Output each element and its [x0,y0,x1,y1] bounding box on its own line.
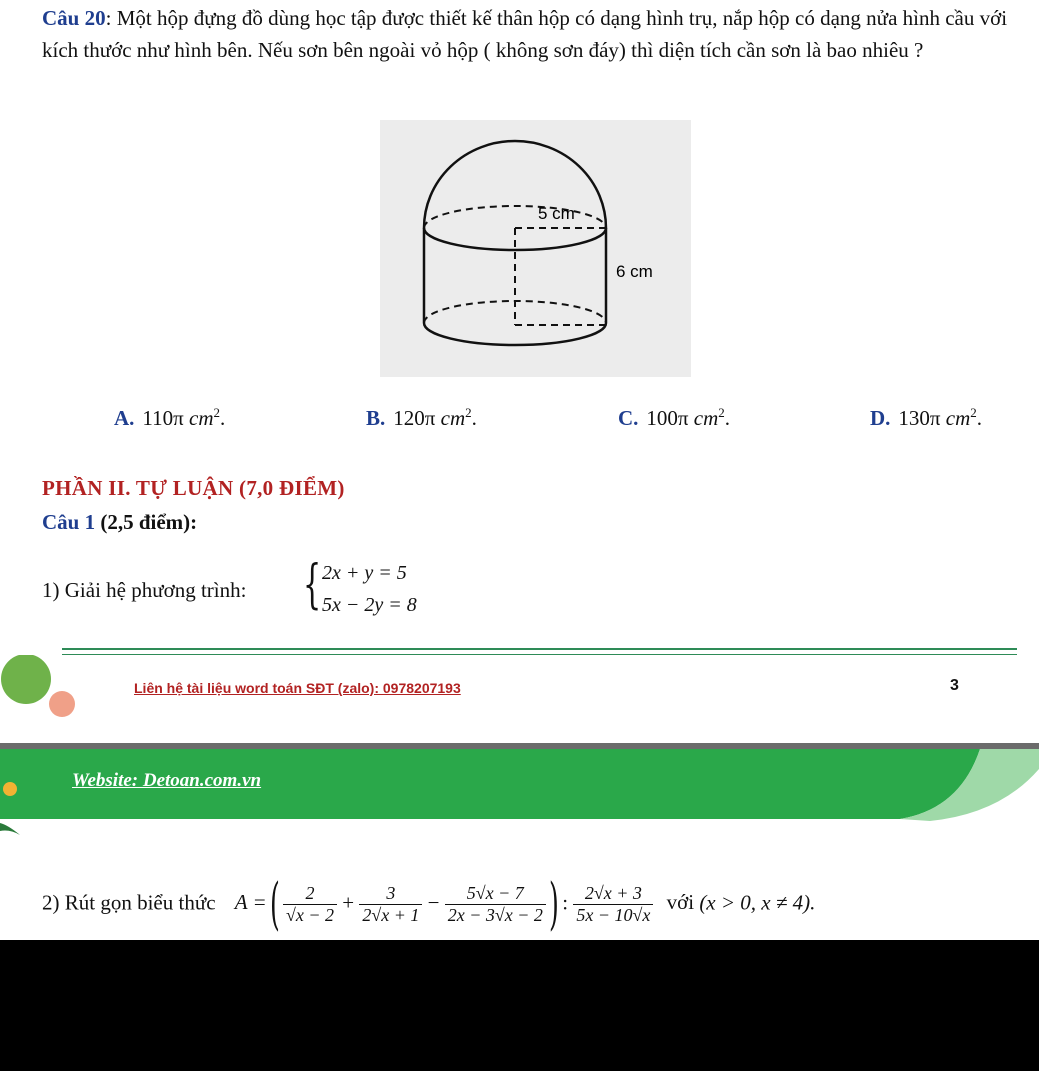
figure-drawing [380,120,691,377]
option-a-label: A. [114,406,135,430]
option-b: B. 120π $cm^2$. [366,405,477,430]
question-1-label: Câu 1 [42,510,96,534]
fraction-3 [445,883,546,926]
fraction-3-den: 2x − 3√x − 2 [447,905,543,925]
task-1-text: 1) Giải hệ phương trình: [42,578,247,602]
option-b-unit: cm [440,406,466,430]
footer-decoration [0,655,90,720]
question-20-label: Câu 20 [42,6,106,30]
fraction-2-den: 2√x + 1 [362,905,420,925]
option-d-unit: cm [945,406,971,430]
website-link[interactable]: Website: Detoan.com.vn [72,770,262,791]
option-c-value: 100π [646,406,689,430]
option-a: A. 110π $cm^2$. [114,405,226,430]
fraction-1 [283,883,337,926]
left-paren: ( [269,872,280,937]
flower-icon [3,782,17,796]
page-number: 3 [950,677,959,694]
colon-sign: : [562,890,569,915]
option-a-unit: cm [189,406,214,430]
option-b-label: B. [366,406,386,430]
option-c-unit: cm [693,406,719,430]
header-banner [0,749,1039,839]
option-b-value: 120π [393,406,436,430]
part-2-heading: PHẦN II. TỰ LUẬN (7,0 ĐIỂM) [42,476,345,500]
fraction-4-num: 2√x + 3 [573,883,653,905]
question-20-text: : Một hộp đựng đồ dùng học tập được thiết kế thân hộp có dạng hình trụ, nắp hộp có dạng nửa hình cầu với kích thước như hình bên. Nếu sơn bên ngoài vỏ hộp ( không sơn đáy) thì diện tích cần sơn là bao nhiêu ? [42,6,1008,62]
footer-divider [62,648,1017,650]
fraction-1-den: √x − 2 [286,905,335,925]
top-ellipse-back [424,206,606,228]
bottom-ellipse-front [424,323,606,345]
question-20 [42,2,1027,66]
minus-sign: − [427,890,440,915]
task-2 [42,872,815,937]
fraction-2-num: 3 [359,883,422,905]
condition: (x > 0, x ≠ 4). [699,890,816,915]
green-circle-icon [1,655,51,704]
option-d-value: 130π [898,406,941,430]
question-1-points: (2,5 điểm): [95,510,198,534]
option-c-label: C. [618,406,639,430]
fraction-1-num: 2 [283,883,337,905]
system-brace: { [303,555,322,615]
option-b-exp: 2 [465,405,472,420]
plus-sign: + [342,890,355,915]
equation-1: 2x + y = 5 [322,562,407,584]
hemisphere-arc [424,141,606,228]
footer-divider-thin [62,654,1017,655]
fraction-2 [359,883,422,926]
condition-word: với [666,890,695,915]
fraction-4 [573,883,653,926]
height-label: 6 cm [616,262,653,281]
task-2-text: 2) Rút gọn biểu thức [42,890,216,915]
option-d: D. 130π $cm^2$. [870,405,983,430]
option-a-exp: 2 [213,405,220,420]
right-paren: ) [549,872,559,937]
equation-2: 5x − 2y = 8 [322,594,417,616]
expr-a: A = [234,890,267,915]
contact-link[interactable]: Liên hệ tài liệu word toán SĐT (zalo): 0978207193 [134,680,461,696]
option-d-label: D. [870,406,891,430]
orange-circle-icon [49,691,75,717]
question-1-heading [42,510,197,535]
radius-label: 5 cm [538,204,575,223]
leaf-icon [0,823,20,835]
cylinder-hemisphere-figure [380,120,691,377]
fraction-3-num: 5√x − 7 [445,883,546,905]
option-a-value: 110π [142,406,184,430]
option-c-exp: 2 [718,405,725,420]
fraction-4-den: 5x − 10√x [576,905,651,925]
option-d-exp: 2 [970,405,977,420]
option-c: C. 100π $cm^2$. [618,405,731,430]
